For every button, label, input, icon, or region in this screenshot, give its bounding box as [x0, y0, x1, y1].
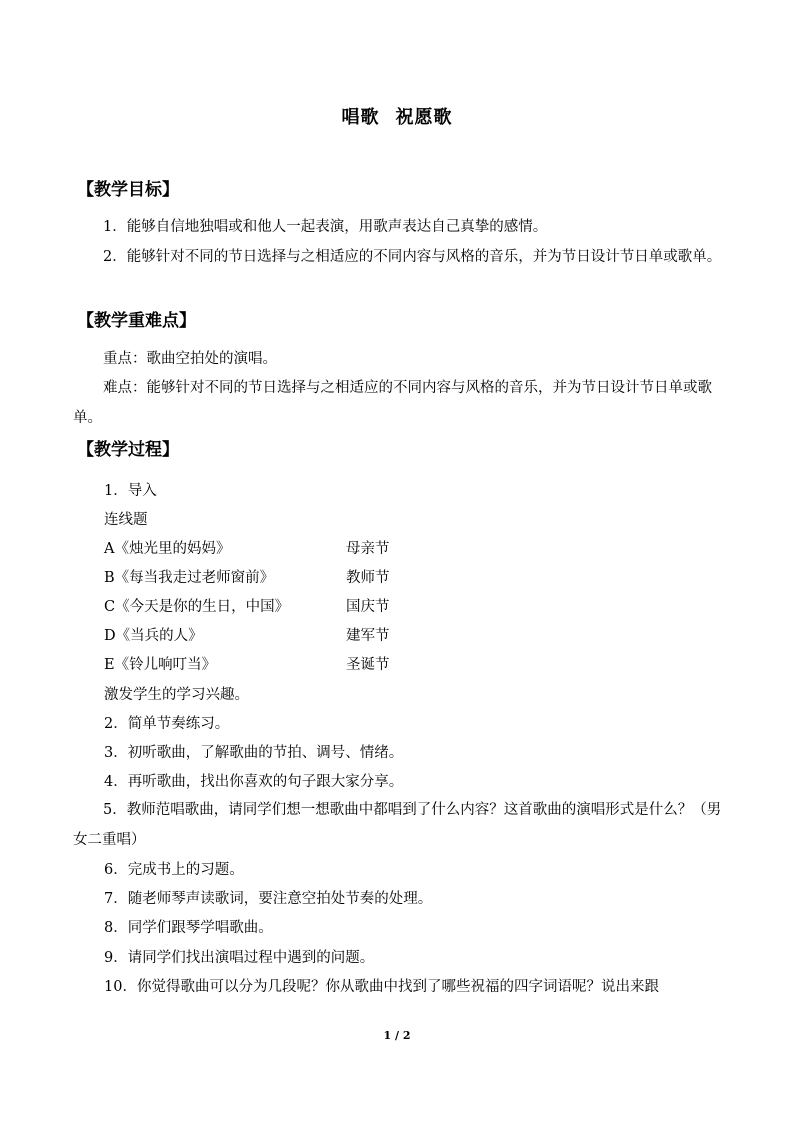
objective-item-2: 2．能够针对不同的节日选择与之相适应的不同内容与风格的音乐，并为节日设计节日单或歌单。 [103, 249, 722, 265]
process-step-10: 10．你觉得歌曲可以分为几段呢？你从歌曲中找到了哪些祝福的四字词语呢？说出来跟 [104, 979, 659, 995]
key-points-heading: 【教学重难点】 [77, 311, 196, 331]
process-step-4: 4．再听歌曲，找出你喜欢的句子跟大家分享。 [104, 774, 404, 790]
matching-title: 连线题 [104, 512, 148, 528]
process-heading: 【教学过程】 [77, 440, 179, 460]
process-step-7: 7．随老师琴声读歌词，要注意空拍处节奏的处理。 [104, 891, 433, 907]
key-point-difficulty: 难点：能够针对不同的节日选择与之相适应的不同内容与风格的音乐，并为节日设计节日单或歌单。 [73, 380, 712, 426]
matching-row [104, 597, 424, 617]
matching-song: A《烛光里的妈妈》 [104, 541, 231, 557]
matching-festival: 圣诞节 [346, 657, 390, 673]
title-part-2: 祝愿歌 [395, 107, 453, 128]
title-part-1: 唱歌 [341, 107, 380, 128]
matching-row [104, 568, 424, 588]
matching-row [104, 539, 424, 559]
process-step-6: 6．完成书上的习题。 [104, 862, 244, 878]
key-point-focus: 重点：歌曲空拍处的演唱。 [103, 351, 277, 367]
process-step-8: 8．同学们跟琴学唱歌曲。 [104, 920, 273, 936]
matching-song: C《今天是你的生日，中国》 [104, 599, 290, 615]
process-step-5: 5．教师范唱歌曲，请同学们想一想歌曲中都唱到了什么内容？这首歌曲的演唱形式是什么？（男女二重唱） [73, 802, 722, 848]
matching-festival: 母亲节 [346, 541, 390, 557]
matching-row [104, 655, 424, 675]
process-step-9: 9．请同学们找出演唱过程中遇到的问题。 [104, 950, 375, 966]
process-step-3: 3．初听歌曲，了解歌曲的节拍、调号、情绪。 [104, 745, 404, 761]
page-title [0, 106, 794, 130]
matching-song: B《每当我走过老师窗前》 [104, 570, 275, 586]
matching-festival: 建军节 [346, 628, 390, 644]
interest-line: 激发学生的学习兴趣。 [104, 687, 249, 703]
process-step-2: 2．简单节奏练习。 [104, 716, 230, 732]
page-number: 1 / 2 [383, 1029, 411, 1042]
matching-song: D《当兵的人》 [104, 628, 203, 644]
matching-festival: 教师节 [346, 570, 390, 586]
matching-song: E《铃儿响叮当》 [104, 657, 217, 673]
matching-festival: 国庆节 [346, 599, 390, 615]
objective-item-1: 1．能够自信地独唱或和他人一起表演，用歌声表达自己真挚的感情。 [103, 219, 548, 235]
matching-row [104, 626, 424, 646]
objectives-heading: 【教学目标】 [77, 180, 179, 200]
process-intro: 1．导入 [104, 483, 157, 499]
